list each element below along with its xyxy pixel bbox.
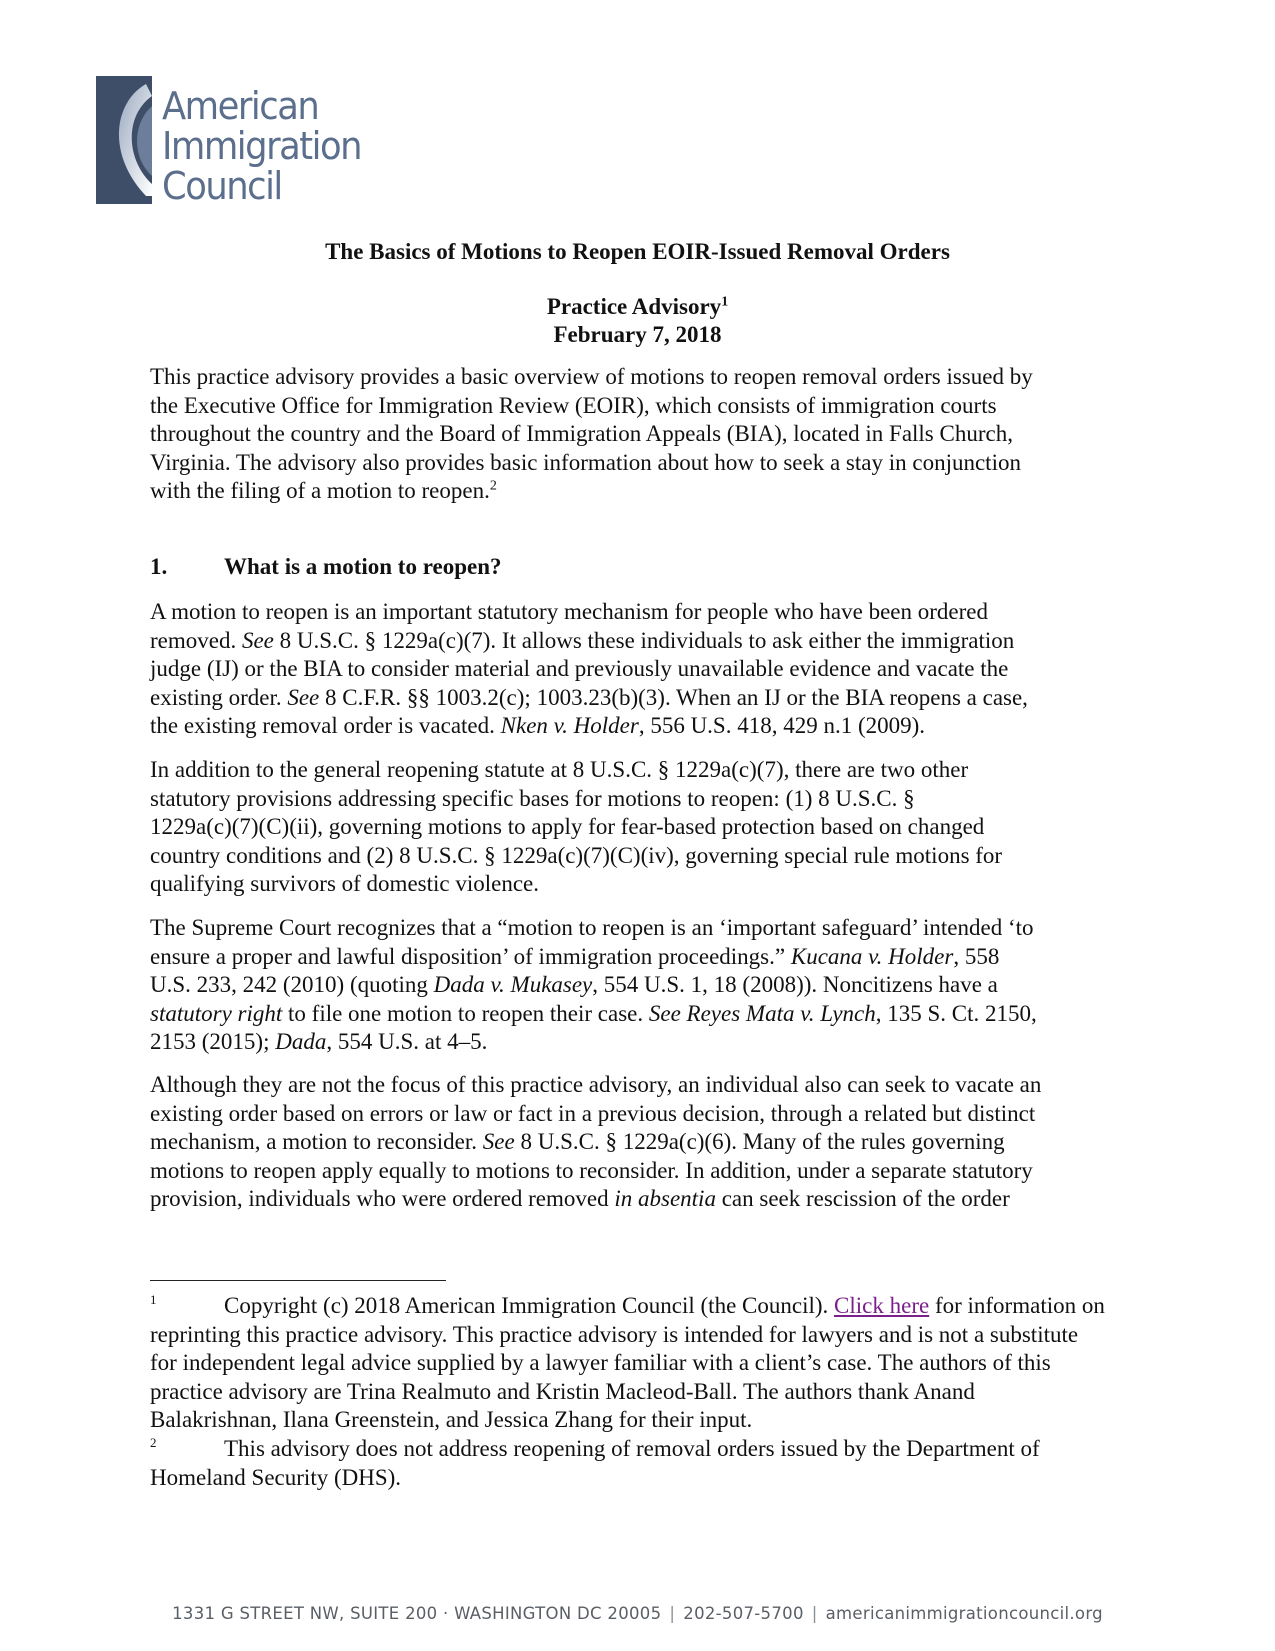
paragraph-2 bbox=[150, 756, 1140, 899]
text-line bbox=[150, 1028, 1140, 1057]
text-span: to file one motion to reopen their case. bbox=[282, 1000, 649, 1026]
italic-span: See bbox=[482, 1129, 515, 1155]
footnote-1 bbox=[150, 1292, 1180, 1435]
page-footer bbox=[0, 1604, 1275, 1623]
text-line: reprinting this practice advisory. This practice advisory is intended for lawyers and is not a substitute bbox=[150, 1321, 1079, 1347]
italic-span: Kucana v. Holder bbox=[790, 943, 954, 969]
text-span: for information on bbox=[929, 1293, 1105, 1318]
text-span: the existing removal order is vacated. bbox=[150, 713, 501, 739]
text-line: throughout the country and the Board of Immigration Appeals (BIA), located in Falls Church, bbox=[150, 421, 1013, 447]
text-line: the Executive Office for Immigration Review (EOIR), which consists of immigration courts bbox=[150, 392, 997, 418]
footer-address: 1331 G STREET NW, SUITE 200 · WASHINGTON DC 20005 bbox=[172, 1604, 662, 1623]
text-line: Virginia. The advisory also provides basic information about how to seek a stay in conjunction bbox=[150, 449, 1021, 475]
text-line: qualifying survivors of domestic violence. bbox=[150, 871, 540, 897]
text-line: practice advisory are Trina Realmuto and Kristin Macleod-Ball. The authors thank Anand bbox=[150, 1378, 975, 1404]
footnote-2 bbox=[150, 1435, 1180, 1492]
logo-line-1: American bbox=[162, 84, 319, 128]
text-line bbox=[150, 943, 1140, 972]
text-line: judge (IJ) or the BIA to consider material and previously unavailable evidence and vacate the bbox=[150, 656, 1009, 682]
text-line: Although they are not the focus of this practice advisory, an individual also can seek to vacate an bbox=[150, 1072, 1042, 1097]
italic-span: in absentia bbox=[614, 1186, 716, 1212]
text-line: 1 Copyright (c) 2018 American Immigration Council (the Council). Click here for information on bbox=[150, 1292, 1105, 1318]
footer-separator: | bbox=[811, 1604, 818, 1623]
text-span: , 558 bbox=[953, 943, 1000, 969]
text-line: A motion to reopen is an important statutory mechanism for people who have been ordered bbox=[150, 599, 988, 624]
intro-paragraph bbox=[150, 363, 1140, 506]
text-line bbox=[150, 477, 1140, 506]
text-line bbox=[150, 1185, 1140, 1214]
italic-span: Dada bbox=[275, 1029, 327, 1055]
footnote-ref-2[interactable]: 2 bbox=[489, 478, 497, 494]
footnote-divider bbox=[150, 1280, 446, 1281]
text-span: , 135 S. Ct. 2150, bbox=[875, 1000, 1037, 1026]
paragraph-4 bbox=[150, 1071, 1140, 1214]
text-span: with the filing of a motion to reopen. bbox=[150, 478, 490, 504]
footer-phone: 202-507-5700 bbox=[683, 1604, 804, 1623]
section-title: What is a motion to reopen? bbox=[224, 554, 502, 579]
text-span: provision, individuals who were ordered removed bbox=[150, 1186, 615, 1212]
italic-span: See bbox=[241, 627, 274, 653]
text-span: , 554 U.S. at 4–5. bbox=[326, 1029, 488, 1055]
text-span: This advisory does not address reopening of removal orders issued by the Department of bbox=[224, 1436, 1040, 1461]
text-line: statutory provisions addressing specific bases for motions to reopen: (1) 8 U.S.C. § bbox=[150, 785, 915, 811]
footer-separator: | bbox=[669, 1604, 676, 1623]
footnote-ref-1[interactable]: 1 bbox=[721, 294, 729, 310]
italic-span: Dada v. Mukasey bbox=[433, 972, 593, 998]
text-span: mechanism, a motion to reconsider. bbox=[150, 1129, 483, 1155]
text-line: 2 This advisory does not address reopening of removal orders issued by the Department of bbox=[150, 1435, 1040, 1461]
text-span: 8 U.S.C. § 1229a(c)(7). It allows these individuals to ask either the immigration bbox=[273, 627, 1015, 653]
text-span: 8 C.F.R. §§ 1003.2(c); 1003.23(b)(3). When an IJ or the BIA reopens a case, bbox=[319, 684, 1028, 710]
logo-mark-icon bbox=[96, 76, 152, 204]
text-span: 8 U.S.C. § 1229a(c)(6). Many of the rules governing bbox=[514, 1129, 1005, 1155]
document-title: The Basics of Motions to Reopen EOIR-Issued Removal Orders bbox=[325, 239, 950, 264]
text-line: 1229a(c)(7)(C)(ii), governing motions to apply for fear-based protection based on changed bbox=[150, 814, 985, 840]
italic-span: See bbox=[287, 684, 320, 710]
text-span: can seek rescission of the order bbox=[715, 1186, 1010, 1212]
text-line: for independent legal advice supplied by a lawyer familiar with a client’s case. The authors of this bbox=[150, 1350, 1051, 1376]
paragraph-1 bbox=[150, 598, 1140, 741]
section-number: 1. bbox=[150, 554, 168, 579]
text-line bbox=[150, 1128, 1140, 1157]
logo-line-2: Immigration bbox=[162, 124, 362, 168]
footer-website[interactable]: americanimmigrationcouncil.org bbox=[825, 1604, 1103, 1623]
text-line: Balakrishnan, Ilana Greenstein, and Jessica Zhang for their input. bbox=[150, 1407, 753, 1433]
subtitle-text: Practice Advisory bbox=[546, 294, 722, 319]
text-span: existing order. bbox=[150, 684, 288, 710]
text-span: Copyright (c) 2018 American Immigration Council (the Council). bbox=[224, 1293, 835, 1318]
text-span: ensure a proper and lawful disposition’ of immigration proceedings.” bbox=[150, 943, 791, 969]
text-span: , 556 U.S. 418, 429 n.1 (2009). bbox=[638, 713, 926, 739]
text-line: In addition to the general reopening statute at 8 U.S.C. § 1229a(c)(7), there are two other bbox=[150, 757, 969, 782]
text-line bbox=[150, 712, 1140, 741]
document-subtitle bbox=[0, 293, 1275, 320]
text-line: motions to reopen apply equally to motions to reconsider. In addition, under a separate statutory bbox=[150, 1157, 1033, 1183]
section-heading bbox=[150, 553, 502, 580]
text-line bbox=[150, 971, 1140, 1000]
paragraph-3 bbox=[150, 914, 1140, 1057]
organization-logo bbox=[96, 76, 362, 208]
italic-span: See Reyes Mata v. Lynch bbox=[648, 1000, 876, 1026]
italic-span: statutory right bbox=[150, 1000, 283, 1026]
text-span: removed. bbox=[150, 627, 242, 653]
logo-line-3: Council bbox=[162, 164, 282, 208]
text-line bbox=[150, 627, 1140, 656]
text-line: country conditions and (2) 8 U.S.C. § 1229a(c)(7)(C)(iv), governing special rule motions for bbox=[150, 842, 1003, 868]
text-line: Homeland Security (DHS). bbox=[150, 1464, 402, 1490]
italic-span: Nken v. Holder bbox=[500, 713, 639, 739]
text-line: The Supreme Court recognizes that a “motion to reopen is an ‘important safeguard’ intended ‘to bbox=[150, 915, 1034, 940]
text-span: , 554 U.S. 1, 18 (2008)). Noncitizens have a bbox=[592, 972, 998, 998]
text-span: 2153 (2015); bbox=[150, 1029, 276, 1055]
click-here-link[interactable]: Click here bbox=[834, 1293, 930, 1318]
text-line: This practice advisory provides a basic overview of motions to reopen removal orders issued by bbox=[150, 364, 1033, 389]
text-line bbox=[150, 1000, 1140, 1029]
text-line: existing order based on errors or law or fact in a previous decision, through a related but distinct bbox=[150, 1100, 1036, 1126]
text-line bbox=[150, 684, 1140, 713]
document-date: February 7, 2018 bbox=[553, 322, 722, 347]
text-span: U.S. 233, 242 (2010) (quoting bbox=[150, 972, 434, 998]
logo-wordmark bbox=[162, 86, 361, 206]
